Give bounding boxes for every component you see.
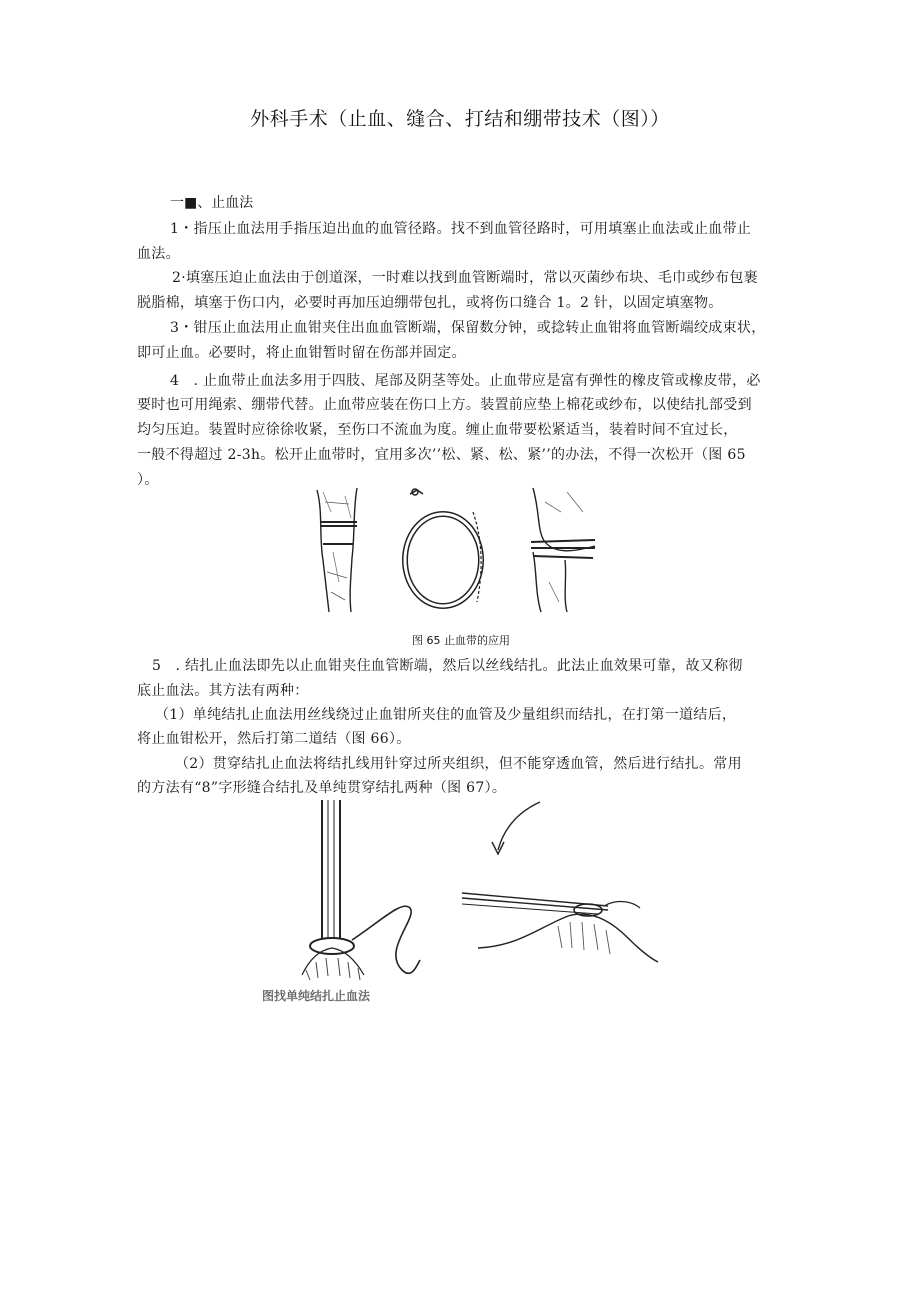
paragraph-line: （2）贯穿结扎止血法将结扎线用针穿过所夹组织，但不能穿透血管，然后进行结扎。常用 [175,756,742,772]
figure-67-illustration [458,798,668,978]
section-heading: 一■、止血法 [170,195,254,211]
figure-65-caption: 图 65 止血带的应用 [412,634,510,647]
paragraph-finger-pressure [170,217,751,242]
paragraph-line: 底止血法。其方法有两种： [137,683,309,699]
paragraph-line: ）。 [137,472,159,488]
tail-tourniquet-right [531,488,595,612]
figure-65-illustration [305,482,605,617]
paragraph-simple-ligation [155,703,736,728]
paragraph-line: 的方法有“8”字形缝合结扎及单纯贯穿结扎两种（图 67）。 [137,780,507,796]
paragraph-line: （1）单纯结扎止血法用丝线绕过止血钳所夹住的血管及少量组织而结扎，在打第一道结后， [155,707,737,723]
paragraph-line: 血法。 [137,246,180,262]
page-title: 外科手术（止血、缝合、打结和绷带技术（图）） [250,108,670,130]
paragraph-tourniquet [170,369,761,394]
paragraph-packing [172,266,758,291]
figure-66-label: 图找单纯结扎止血法 [262,989,371,1003]
paragraph-line: 2·填塞压迫止血法由于创道深，一时难以找到血管断端时，常以灭菌纱布块、毛巾或纱布包裹 [172,270,758,286]
paragraph-transfixion-ligation-cont [137,776,506,801]
paragraph-line: 3・钳压止血法用止血钳夹住出血血管断端，保留数分钟，或捻转止血钳将血管断端绞成束状， [170,320,766,336]
paragraph-line: 5 . 结扎止血法即先以止血钳夹住血管断端，然后以丝线结扎。此法止血效果可靠，故又称彻 [152,658,743,674]
paragraph-clamp-cont [137,341,466,366]
paragraph-line: 均匀压迫。装置时应徐徐收紧，至伤口不流血为度。缠止血带要松紧适当，装着时间不宜过长， [137,422,738,438]
paragraph-line: 一般不得超过 2-3h。松开止血带时，宜用多次’’松、紧、松、紧’’的办法，不得一次松开（图 65 [137,447,746,463]
paragraph-line: 将止血钳松开，然后打第二道结（图 66）。 [137,731,411,747]
paragraph-clamp [170,316,766,341]
paragraph-line: 4 . 止血带止血法多用于四肢、尾部及阴茎等处。止血带应是富有弹性的橡皮管或橡皮带，必 [170,373,761,389]
paragraph-line: 1・指压止血法用手指压迫出血的血管径路。找不到血管径路时，可用填塞止血法或止血带止 [170,221,752,237]
paragraph-tourniquet-cont [137,393,752,493]
paragraph-packing-cont [137,291,723,316]
paragraph-transfixion-ligation [175,752,742,777]
limb-tourniquet-left [317,488,357,612]
paragraph-simple-ligation-cont [137,727,411,752]
rubber-tube [405,489,481,606]
paragraph-finger-pressure-cont [137,242,180,267]
paragraph-line: 即可止血。必要时，将止血钳暂时留在伤部并固定。 [137,345,466,361]
paragraph-ligation-cont [137,679,309,704]
paragraph-line: 要时也可用绳索、绷带代替。止血带应装在伤口上方。装置前应垫上棉花或纱布，以使结扎部受到 [137,397,752,413]
paragraph-line: 脱脂棉，填塞于伤口内，必要时再加压迫绷带包扎，或将伤口缝合 1。2 针，以固定填塞物。 [137,295,723,311]
paragraph-ligation [152,654,743,679]
